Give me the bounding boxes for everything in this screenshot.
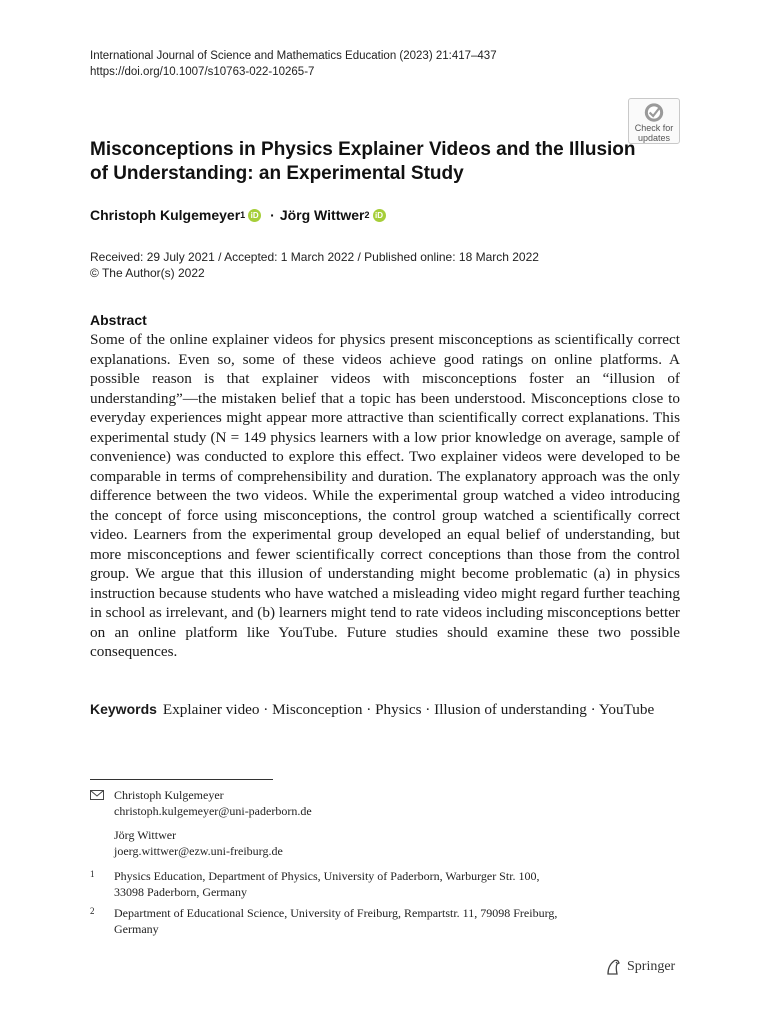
copyright: © The Author(s) 2022 — [90, 266, 205, 280]
orcid-icon[interactable]: iD — [373, 209, 386, 222]
badge-line-2: updates — [637, 133, 671, 143]
correspondence — [90, 787, 312, 859]
envelope-icon — [90, 790, 104, 800]
affiliation-2 — [90, 905, 650, 937]
author-affiliation-1: 1 — [240, 210, 246, 220]
publisher-name: Springer — [627, 959, 676, 974]
contact-email[interactable]: joerg.wittwer@ezw.uni-freiburg.de — [114, 844, 283, 858]
affiliation-number: 2 — [90, 906, 95, 916]
keywords-label: Keywords — [90, 701, 157, 717]
author-list — [90, 207, 390, 223]
author-affiliation-2: 2 — [364, 210, 370, 220]
check-for-updates-icon — [641, 102, 667, 123]
affiliation-line: Germany — [114, 922, 159, 936]
paper-title: Misconceptions in Physics Explainer Videos and the Illusion of Understanding: an Experimental Study — [90, 139, 636, 184]
affiliation-number: 1 — [90, 869, 95, 879]
doi-link[interactable]: https://doi.org/10.1007/s10763-022-10265-7 — [90, 66, 315, 78]
history-dates: Received: 29 July 2021 / Accepted: 1 March 2022 / Published online: 18 March 2022 — [90, 250, 539, 264]
affiliation-1 — [90, 868, 650, 900]
orcid-icon[interactable]: iD — [248, 209, 261, 222]
author-name-2[interactable]: Jörg Wittwer — [279, 207, 365, 223]
contact-name: Christoph Kulgemeyer — [114, 788, 224, 802]
footnote-divider — [90, 779, 273, 780]
contact-2 — [114, 827, 312, 859]
abstract-heading: Abstract — [90, 312, 147, 328]
keywords — [90, 700, 680, 720]
keywords-list: Explainer video · Misconception · Physics · Illusion of understanding · YouTube — [162, 701, 655, 718]
affiliation-line: 33098 Paderborn, Germany — [114, 885, 247, 899]
contact-1 — [114, 787, 312, 819]
journal-header — [90, 48, 497, 80]
abstract-text: Some of the online explainer videos for physics present misconceptions as scientifically correct explanations. Even so, some of these videos achieve good ratings on online platforms. A possible reason is that explainer videos with misconceptions foster an “illusion of understanding”—the mistaken belief that a topic has been understood. Misconceptions close to everyday experiences might appear more attractive than scientifically correct explanations. This experimental study (N = 149 physics learners with a low prior knowledge on average, sample of convenience) was conducted to explore this effect. Two explainer videos were developed to be comparable in terms of comprehensibility and duration. The explanatory approach was the only difference between the two videos. While the experimental group watched a video introducing the concept of force using misconceptions, the control group watched a scientifically correct video. Learners from the experimental group developed an equal belief of understanding, but more misconceptions and fewer scientifically correct conceptions than those from the control group. We argue that this illusion of understanding might become problematic (a) in physics instruction because students who have watched a misleading video might regard further teaching in school as irrelevant, and (b) learners might tend to rate videos including misconceptions better on an online platform like YouTube. Future studies should examine these two possible consequences. — [90, 331, 680, 660]
author-separator: · — [270, 207, 275, 223]
badge-line-1: Check for — [634, 123, 674, 133]
publication-dates — [90, 249, 539, 281]
contact-email[interactable]: christoph.kulgemeyer@uni-paderborn.de — [114, 804, 312, 818]
author-name-1[interactable]: Christoph Kulgemeyer — [90, 207, 241, 223]
affiliation-line: Department of Educational Science, University of Freiburg, Rempartstr. 11, 79098 Freiburg, — [114, 906, 558, 920]
springer-horse-icon — [604, 958, 622, 976]
publisher-logo — [604, 958, 675, 976]
contact-name: Jörg Wittwer — [114, 828, 177, 842]
journal-citation: International Journal of Science and Mathematics Education (2023) 21:417–437 — [90, 50, 497, 62]
affiliation-line: Physics Education, Department of Physics, University of Paderborn, Warburger Str. 100, — [114, 869, 540, 883]
